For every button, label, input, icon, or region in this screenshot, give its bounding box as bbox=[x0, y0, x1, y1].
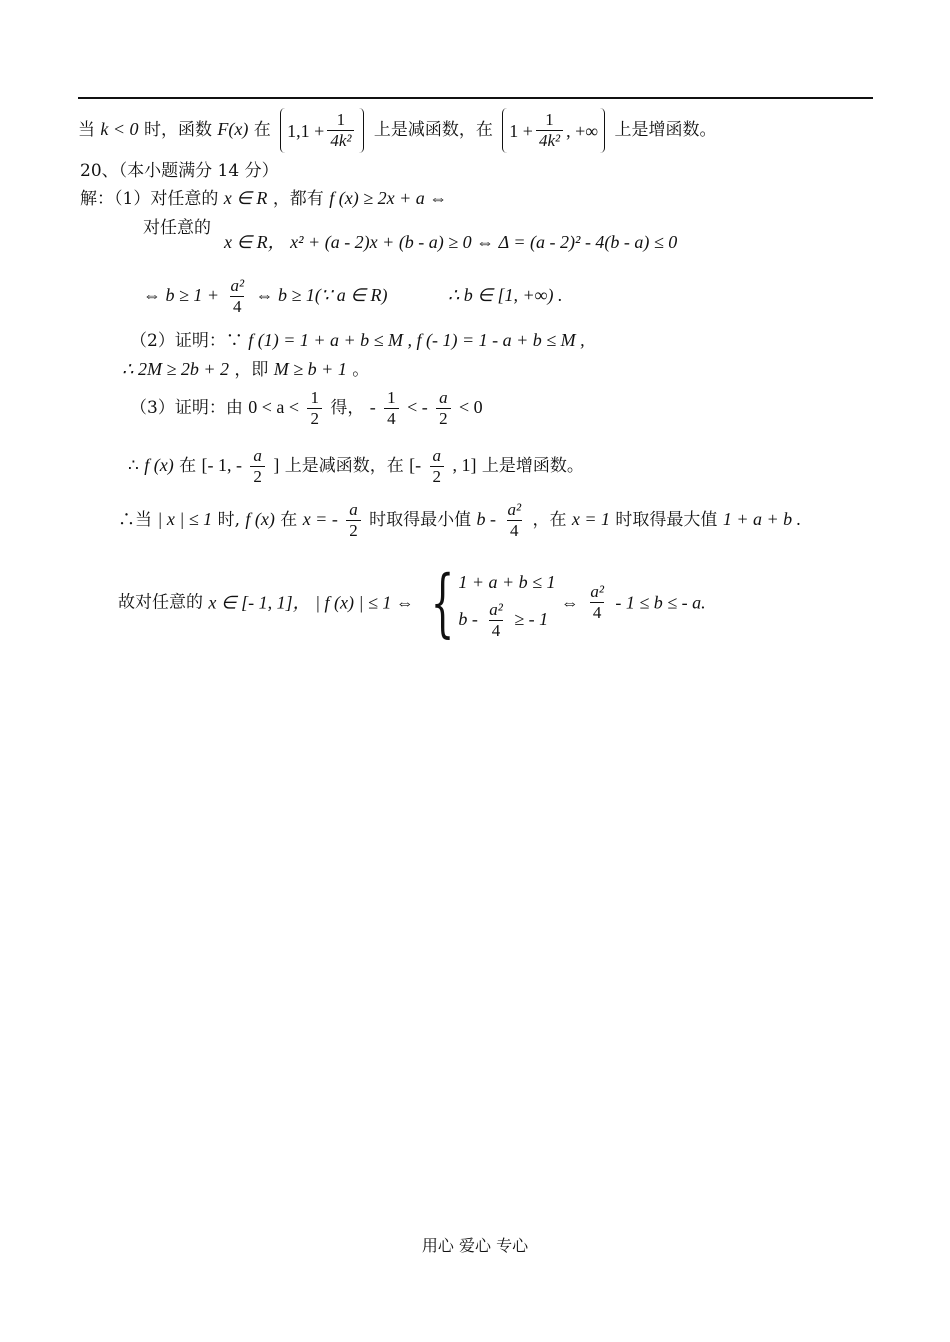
interval2-left: 1 + bbox=[509, 120, 533, 141]
frac-num: a bbox=[349, 500, 358, 519]
math: ≥ - 1 bbox=[514, 609, 549, 629]
math: 1 + a + b . bbox=[722, 509, 802, 529]
frac-den: 2 bbox=[430, 466, 445, 487]
math: [- bbox=[409, 455, 422, 475]
frac-num: a bbox=[253, 446, 262, 465]
text: ∴ bbox=[128, 456, 139, 476]
interval2-right: , +∞ bbox=[566, 120, 599, 141]
frac-num: a² bbox=[507, 500, 522, 519]
text: 在 bbox=[179, 456, 197, 476]
math: 0 < a < bbox=[248, 397, 300, 417]
math: f (x) ≥ 2x + a ⇔ bbox=[329, 188, 448, 208]
part2-line-b bbox=[122, 357, 369, 382]
math: ∴ 2M ≥ 2b + 2 bbox=[122, 359, 229, 379]
math: ⇔ b ≥ 1 + bbox=[143, 285, 220, 305]
math-conclusion: ∴ b ∈ [1, +∞) . bbox=[447, 285, 563, 305]
text: 时取得最小值 bbox=[369, 510, 472, 530]
text: 。 bbox=[352, 360, 370, 380]
text: ∴当 bbox=[118, 510, 152, 530]
text: 故对任意的 bbox=[118, 592, 203, 613]
line-monotonic-F bbox=[78, 108, 716, 153]
fraction-a2-over-4-final bbox=[587, 582, 607, 623]
math: b - bbox=[458, 609, 478, 629]
text: 时取得最大值 bbox=[615, 510, 718, 530]
math-k-negative: k < 0 bbox=[100, 119, 139, 139]
frac-num: 1 bbox=[387, 388, 396, 407]
text-on: 在 bbox=[253, 120, 271, 140]
part1-line-b-math: x ∈ R， x² + (a - 2)x + (b - a) ≥ 0 ⇔ Δ = (a - 2)² - 4(b - a) ≤ 0 bbox=[224, 232, 678, 252]
math: [- 1, - bbox=[201, 455, 243, 475]
part3-line-c bbox=[118, 500, 801, 541]
frac-num: 1 bbox=[310, 388, 319, 407]
frac-den: 4 bbox=[230, 296, 245, 317]
fraction-1-over-4k2 bbox=[327, 110, 354, 151]
text-decreasing-on: 上是减函数，在 bbox=[373, 120, 493, 140]
math: M ≥ b + 1 bbox=[273, 359, 347, 379]
part1-line-b-label: 对任意的 bbox=[143, 218, 211, 238]
text: （3）证明：由 bbox=[130, 398, 243, 418]
fraction-a2-over-4 bbox=[486, 600, 506, 641]
fraction-a2-over-4 bbox=[504, 500, 524, 541]
text-function: 时，函数 bbox=[143, 120, 212, 140]
text: 时, bbox=[217, 510, 240, 530]
fraction-a-over-2 bbox=[436, 388, 451, 429]
frac-den: 4 bbox=[489, 620, 504, 641]
text: ，在 bbox=[532, 510, 567, 530]
part1-line-c bbox=[143, 276, 562, 317]
frac-den: 4 bbox=[590, 602, 605, 623]
math: - bbox=[369, 397, 376, 417]
fraction-a-over-2 bbox=[346, 500, 361, 541]
fraction-1-over-4k2-b bbox=[536, 110, 563, 151]
math: < - bbox=[407, 397, 428, 417]
math: x ∈ [- 1, 1]， | f (x) | ≤ 1 ⇔ bbox=[208, 592, 414, 613]
frac-den: 4 bbox=[507, 520, 522, 541]
math-Fx: F(x) bbox=[217, 119, 249, 139]
math: f (x) bbox=[245, 509, 275, 529]
math: ⇔ b ≥ 1(∵ a ∈ R) bbox=[255, 285, 388, 305]
text-when: 当 bbox=[78, 120, 95, 140]
frac-num: a bbox=[432, 446, 442, 465]
frac-den: 4k² bbox=[327, 130, 354, 151]
frac-den: 2 bbox=[307, 408, 322, 429]
interval1-left: 1,1 + bbox=[287, 120, 325, 141]
page-footer: 用心 爱心 专心 bbox=[421, 1236, 529, 1255]
part3-line-b bbox=[128, 446, 584, 487]
text: 得， bbox=[330, 398, 365, 418]
system-row-2 bbox=[458, 600, 555, 641]
math: x = 1 bbox=[571, 509, 611, 529]
problem-header: 20、（本小题满分 14 分） bbox=[80, 161, 279, 181]
frac-num: a² bbox=[230, 276, 245, 295]
text: 在 bbox=[280, 510, 298, 530]
math: , 1] bbox=[452, 455, 477, 475]
text: （2）证明：∵ bbox=[130, 331, 243, 351]
math: ⇔ bbox=[560, 592, 579, 613]
frac-den: 2 bbox=[436, 408, 451, 429]
math: b - bbox=[476, 509, 497, 529]
math: | x | ≤ 1 bbox=[157, 509, 213, 529]
frac-den: 2 bbox=[346, 520, 361, 541]
frac-num: 1 bbox=[545, 110, 554, 129]
frac-den: 2 bbox=[250, 466, 265, 487]
math: ] bbox=[273, 455, 280, 475]
interval-decreasing bbox=[280, 108, 364, 153]
frac-num: 1 bbox=[336, 110, 346, 129]
inequality-system bbox=[419, 559, 556, 646]
header-rule bbox=[78, 97, 873, 99]
math: < 0 bbox=[459, 397, 483, 417]
system-rows bbox=[458, 564, 555, 641]
system-row-1: 1 + a + b ≤ 1 bbox=[458, 572, 556, 592]
frac-den: 4 bbox=[384, 408, 399, 429]
fraction-a-over-2 bbox=[250, 446, 265, 487]
frac-den: 4k² bbox=[536, 130, 563, 151]
fraction-a-over-2-b bbox=[430, 446, 445, 487]
text: ，都有 bbox=[272, 189, 324, 209]
fraction-1-over-2 bbox=[307, 388, 322, 429]
text: 上是增函数。 bbox=[481, 456, 584, 476]
frac-num: a² bbox=[489, 600, 503, 619]
part3-line-a bbox=[130, 388, 483, 429]
math: f (1) = 1 + a + b ≤ M , f (- 1) = 1 - a + b ≤ M , bbox=[248, 330, 585, 350]
math: f (x) bbox=[144, 455, 174, 475]
math: x = - bbox=[302, 509, 338, 529]
text-increasing: 上是增函数。 bbox=[614, 120, 717, 140]
part3-line-d bbox=[118, 559, 706, 646]
text: ，即 bbox=[234, 360, 269, 380]
part2-line-a bbox=[130, 328, 585, 353]
math: x ∈ R bbox=[223, 188, 268, 208]
fraction-a2-over-4 bbox=[227, 276, 247, 317]
frac-num: a bbox=[439, 388, 448, 407]
text: 解：（1）对任意的 bbox=[80, 189, 219, 209]
left-brace-icon: { bbox=[431, 559, 455, 646]
fraction-1-over-4 bbox=[384, 388, 399, 429]
interval-increasing bbox=[502, 108, 605, 153]
part1-line-a bbox=[80, 186, 447, 211]
math: - 1 ≤ b ≤ - a. bbox=[615, 592, 706, 613]
frac-num: a² bbox=[590, 582, 604, 601]
text: 上是减函数，在 bbox=[284, 456, 404, 476]
